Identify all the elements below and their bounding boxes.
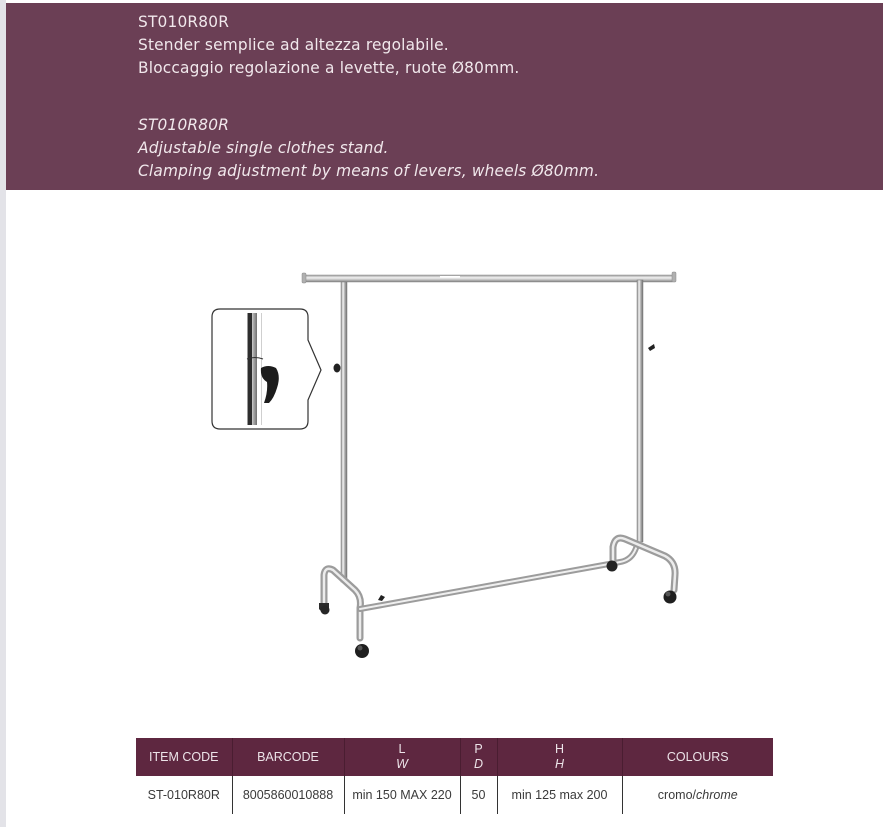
product-code-it: ST010R80R (138, 12, 230, 31)
italian-description (138, 10, 535, 79)
product-spec-table (136, 738, 773, 814)
english-description (138, 113, 618, 182)
lever-detail-callout (212, 309, 321, 429)
header-depth: P D (460, 738, 497, 776)
cell-barcode: 8005860010888 (232, 776, 344, 814)
top-rail (302, 272, 676, 283)
header-colours: COLOURS (622, 738, 773, 776)
clothes-rack-icon (200, 260, 700, 670)
table-header-row (136, 738, 773, 776)
header-item-code: ITEM CODE (136, 738, 232, 776)
colour-italian: cromo/ (657, 788, 696, 802)
header-length: L W (344, 738, 460, 776)
header-barcode: BARCODE (232, 738, 344, 776)
description-en-line1: Adjustable single clothes stand. (138, 138, 389, 157)
colour-english: chrome (696, 788, 738, 802)
product-description-banner (6, 3, 883, 190)
cell-depth: 50 (460, 776, 497, 814)
description-it-line1: Stender semplice ad altezza regolabile. (138, 35, 449, 54)
cell-height: min 125 max 200 (497, 776, 622, 814)
cell-length: min 150 MAX 220 (344, 776, 460, 814)
product-illustration (200, 260, 700, 670)
header-height: H H (497, 738, 622, 776)
table-row (136, 776, 773, 814)
description-en-line2: Clamping adjustment by means of levers, wheels Ø80mm. (138, 161, 600, 180)
description-it-line2: Bloccaggio regolazione a levette, ruote Ø80mm. (138, 58, 520, 77)
cell-item-code: ST-010R80R (147, 788, 220, 802)
product-code-en: ST010R80R (138, 115, 230, 134)
cell-colours (622, 776, 773, 814)
